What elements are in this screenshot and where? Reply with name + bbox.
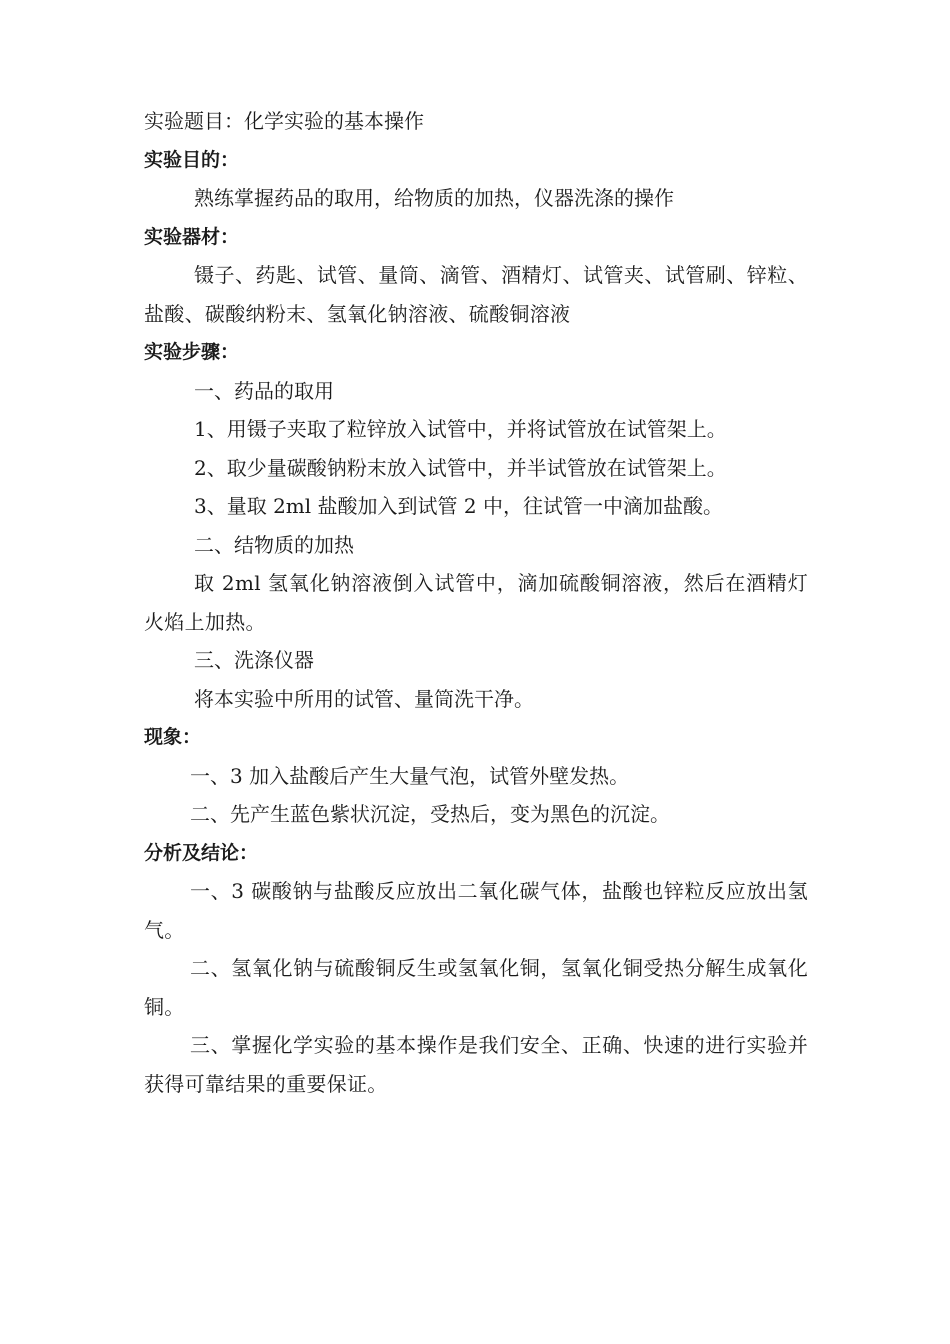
step-2: 2、取少量碳酸钠粉末放入试管中，并半试管放在试管架上。 — [194, 455, 727, 480]
steps-section3-title: 三、洗涤仪器 — [194, 648, 314, 672]
steps-section2-text: 取 2ml 氢氧化钠溶液倒入试管中，滴加硫酸铜溶液，然后在酒精灯火焰上加热。 — [144, 571, 808, 634]
step-1: 1、用镊子夹取了粒锌放入试管中，并将试管放在试管架上。 — [194, 417, 727, 441]
analysis-item-1: 一、3 碳酸钠与盐酸反应放出二氧化碳气体，盐酸也锌粒反应放出氢气。 — [144, 879, 808, 942]
analysis-item-2: 二、氢氧化钠与硫酸铜反生或氢氧化铜，氢氧化铜受热分解生成氧化铜。 — [144, 956, 808, 1019]
materials-heading: 实验器材： — [144, 225, 240, 248]
analysis-heading: 分析及结论： — [144, 841, 259, 864]
purpose-heading: 实验目的： — [144, 148, 240, 171]
phenomena-heading: 现象： — [144, 726, 202, 748]
phenomena-item-1: 一、3 加入盐酸后产生大量气泡，试管外壁发热。 — [190, 763, 630, 788]
phenomena-item-2: 二、先产生蓝色紫状沉淀，受热后，变为黑色的沉淀。 — [190, 802, 670, 826]
steps-section2-title: 二、结物质的加热 — [194, 532, 354, 557]
steps-heading: 实验步骤： — [144, 341, 240, 363]
document-title: 实验题目：化学实验的基本操作 — [144, 109, 424, 133]
document-page — [144, 102, 808, 1103]
materials-text: 镊子、药匙、试管、量筒、滴管、酒精灯、试管夹、试管刷、锌粒、盐酸、碳酸纳粉末、氢氧化钠溶液、硫酸铜溶液 — [144, 263, 808, 326]
steps-section1-title: 一、药品的取用 — [194, 378, 334, 403]
purpose-text: 熟练掌握药品的取用，给物质的加热，仪器洗涤的操作 — [194, 186, 674, 210]
steps-section3-text: 将本实验中所用的试管、量筒洗干净。 — [194, 686, 534, 711]
step-3: 3、量取 2ml 盐酸加入到试管 2 中，往试管一中滴加盐酸。 — [194, 494, 723, 518]
analysis-item-3: 三、掌握化学实验的基本操作是我们安全、正确、快速的进行实验并获得可靠结果的重要保证。 — [144, 1033, 808, 1096]
